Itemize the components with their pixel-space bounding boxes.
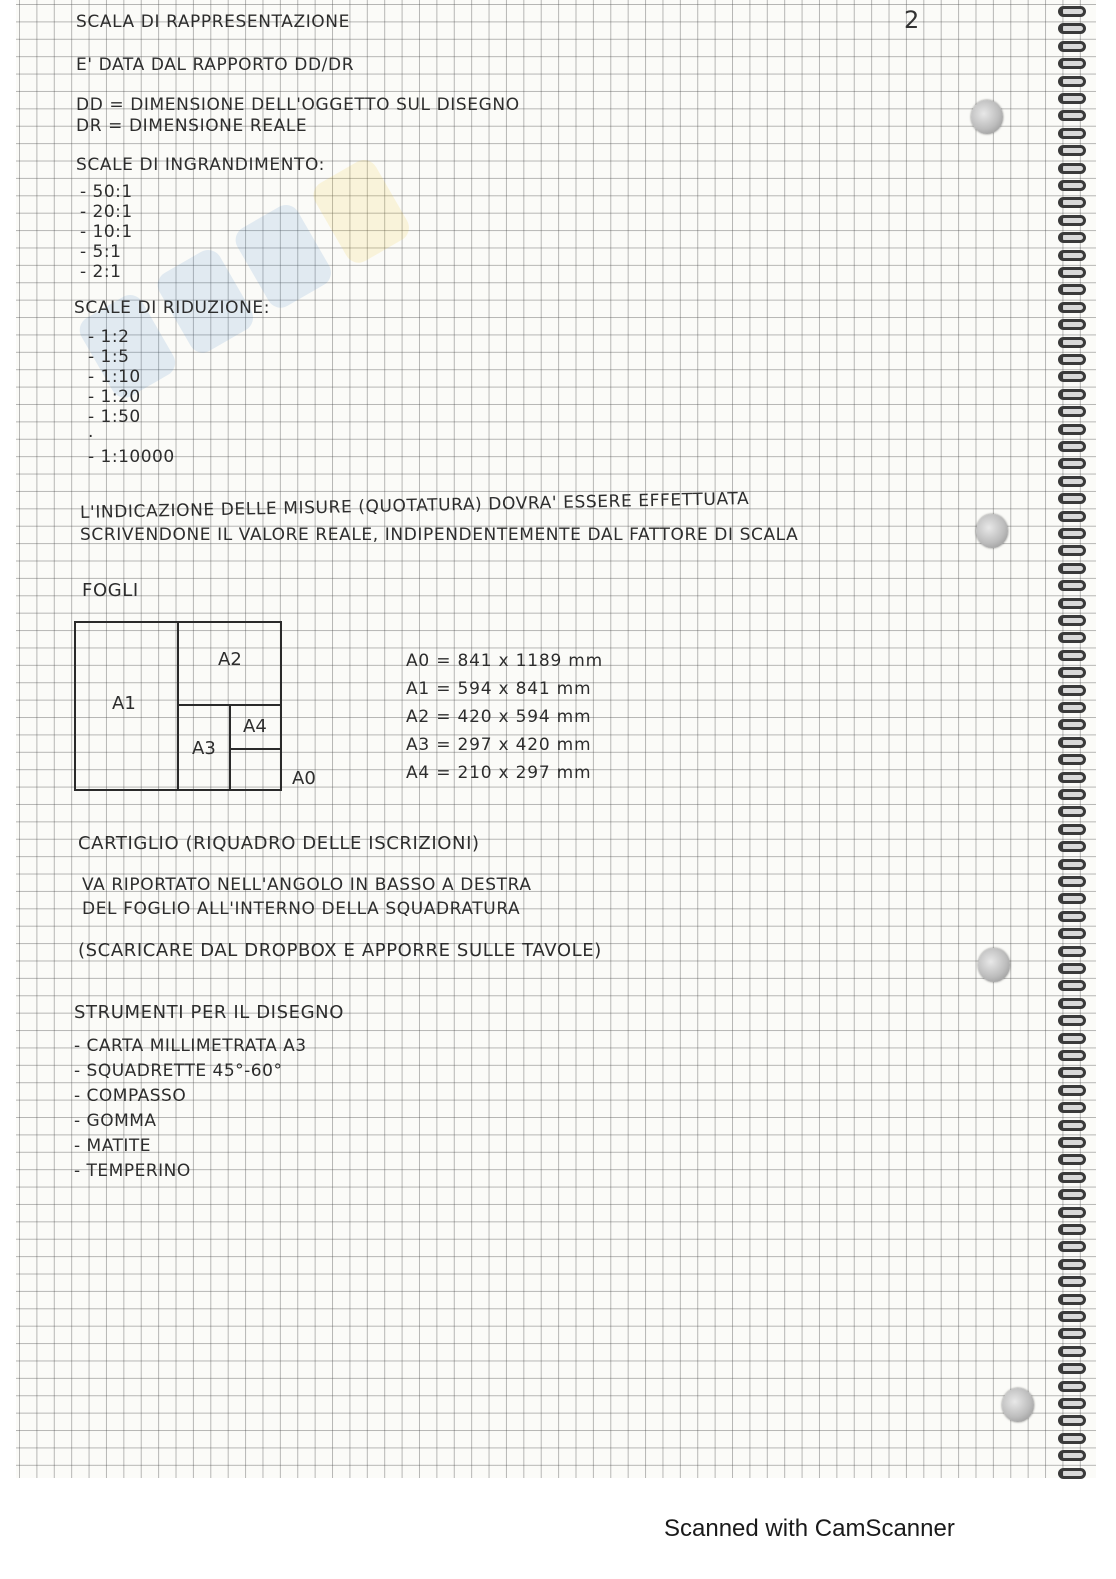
spiral-coil	[1058, 876, 1086, 887]
spiral-coil	[1058, 1085, 1086, 1096]
spiral-coil	[1058, 93, 1086, 104]
spiral-coil	[1058, 441, 1086, 452]
list-item: - CARTA MILLIMETRATA A3	[74, 1036, 307, 1056]
list-item: - MATITE	[74, 1136, 152, 1156]
dr-definition: DR = DIMENSIONE REALE	[76, 116, 308, 136]
spiral-coil	[1058, 58, 1086, 69]
sheet-divider-a4	[229, 748, 282, 750]
spiral-coil	[1058, 563, 1086, 574]
spiral-coil	[1058, 841, 1086, 852]
label-a1: A1	[112, 693, 136, 714]
label-a4: A4	[243, 716, 267, 737]
spiral-coil	[1058, 946, 1086, 957]
spiral-coil	[1058, 911, 1086, 922]
label-a0: A0	[292, 768, 316, 789]
spiral-coil	[1058, 319, 1086, 330]
spiral-coil	[1058, 424, 1086, 435]
spiral-coil	[1058, 685, 1086, 696]
list-item: - 1:50	[88, 407, 141, 427]
cartiglio-line-2: DEL FOGLIO ALL'INTERNO DELLA SQUADRATURA	[82, 899, 521, 919]
spiral-coil	[1058, 1415, 1086, 1426]
spiral-binding	[1052, 0, 1094, 1478]
spiral-coil	[1058, 859, 1086, 870]
spiral-coil	[1058, 145, 1086, 156]
spiral-coil	[1058, 232, 1086, 243]
page-number: 2	[904, 6, 920, 34]
spiral-coil	[1058, 667, 1086, 678]
spiral-coil	[1058, 1050, 1086, 1061]
spiral-coil	[1058, 1276, 1086, 1287]
spiral-coil	[1058, 1102, 1086, 1113]
spiral-coil	[1058, 545, 1086, 556]
spiral-coil	[1058, 163, 1086, 174]
label-a2: A2	[218, 649, 242, 670]
strumenti-list	[74, 1034, 307, 1184]
punch-hole	[1002, 1388, 1034, 1422]
spiral-coil	[1058, 1363, 1086, 1374]
spiral-coil	[1058, 267, 1086, 278]
list-item: - 1:5	[88, 347, 130, 367]
spiral-coil	[1058, 1468, 1086, 1479]
spiral-coil	[1058, 702, 1086, 713]
label-a3: A3	[192, 738, 216, 759]
spiral-coil	[1058, 1067, 1086, 1078]
spiral-coil	[1058, 1398, 1086, 1409]
spiral-coil	[1058, 110, 1086, 121]
list-item: A4 = 210 x 297 mm	[406, 763, 592, 783]
spiral-coil	[1058, 197, 1086, 208]
spiral-coil	[1058, 893, 1086, 904]
spiral-coil	[1058, 476, 1086, 487]
list-item: A0 = 841 x 1189 mm	[406, 651, 604, 671]
reduce-title: SCALE DI RIDUZIONE:	[74, 298, 271, 318]
list-item: - 1:10000	[88, 447, 175, 467]
enlarge-list	[80, 182, 133, 282]
spiral-coil	[1058, 76, 1086, 87]
list-item: - GOMMA	[74, 1111, 157, 1131]
spiral-coil	[1058, 632, 1086, 643]
list-item: - TEMPERINO	[74, 1161, 191, 1181]
list-item: - 2:1	[80, 262, 122, 282]
cartiglio-line-1: VA RIPORTATO NELL'ANGOLO IN BASSO A DESTRA	[82, 875, 532, 895]
spiral-coil	[1058, 1189, 1086, 1200]
spiral-coil	[1058, 1433, 1086, 1444]
spiral-coil	[1058, 23, 1086, 34]
spiral-coil	[1058, 354, 1086, 365]
list-item: - 1:2	[88, 327, 130, 347]
spiral-coil	[1058, 215, 1086, 226]
reduce-list	[88, 327, 175, 467]
spiral-coil	[1058, 928, 1086, 939]
list-item: - 1:20	[88, 387, 141, 407]
punch-hole	[971, 100, 1003, 134]
section-title-scala: SCALA DI RAPPRESENTAZIONE	[76, 12, 350, 32]
spiral-coil	[1058, 180, 1086, 191]
spiral-coil	[1058, 772, 1086, 783]
list-item: - 5:1	[80, 242, 122, 262]
spiral-coil	[1058, 1207, 1086, 1218]
list-item: - 20:1	[80, 202, 133, 222]
list-item: - 1:10	[88, 367, 141, 387]
spiral-coil	[1058, 998, 1086, 1009]
notebook-page	[16, 0, 1096, 1478]
spiral-coil	[1058, 737, 1086, 748]
list-item: A3 = 297 x 420 mm	[406, 735, 592, 755]
spiral-coil	[1058, 1172, 1086, 1183]
enlarge-title: SCALE DI INGRANDIMENTO:	[76, 155, 326, 175]
spiral-coil	[1058, 1224, 1086, 1235]
spiral-coil	[1058, 389, 1086, 400]
list-item: - SQUADRETTE 45°-60°	[74, 1061, 283, 1081]
spiral-coil	[1058, 493, 1086, 504]
spiral-coil	[1058, 806, 1086, 817]
list-item: - 50:1	[80, 182, 133, 202]
spiral-coil	[1058, 528, 1086, 539]
spiral-coil	[1058, 337, 1086, 348]
spiral-coil	[1058, 128, 1086, 139]
spiral-coil	[1058, 615, 1086, 626]
quotatura-line-1: L'INDICAZIONE DELLE MISURE (QUOTATURA) DOVRA' ESSERE EFFETTUATA	[79, 488, 750, 523]
strumenti-title: STRUMENTI PER IL DISEGNO	[74, 1002, 344, 1023]
spiral-coil	[1058, 1033, 1086, 1044]
spiral-coil	[1058, 302, 1086, 313]
spiral-coil	[1058, 1450, 1086, 1461]
spiral-coil	[1058, 406, 1086, 417]
spiral-coil	[1058, 754, 1086, 765]
spiral-coil	[1058, 1381, 1086, 1392]
spiral-coil	[1058, 511, 1086, 522]
spiral-coil	[1058, 580, 1086, 591]
spiral-coil	[1058, 963, 1086, 974]
spiral-coil	[1058, 1015, 1086, 1026]
list-item: - COMPASSO	[74, 1086, 187, 1106]
spiral-coil	[1058, 41, 1086, 52]
spiral-coil	[1058, 824, 1086, 835]
spiral-coil	[1058, 1346, 1086, 1357]
spiral-coil	[1058, 1259, 1086, 1270]
spiral-coil	[1058, 6, 1086, 17]
sheet-sizes-list	[406, 647, 603, 787]
spiral-coil	[1058, 1311, 1086, 1322]
spiral-coil	[1058, 598, 1086, 609]
spiral-coil	[1058, 1137, 1086, 1148]
spiral-coil	[1058, 1328, 1086, 1339]
scanner-footer: Scanned with CamScanner	[664, 1515, 955, 1542]
punch-hole	[978, 948, 1010, 982]
spiral-coil	[1058, 650, 1086, 661]
dd-definition: DD = DIMENSIONE DELL'OGGETTO SUL DISEGNO	[76, 95, 520, 115]
list-item: ·	[88, 427, 94, 447]
spiral-coil	[1058, 250, 1086, 261]
ratio-line: E' DATA DAL RAPPORTO DD/DR	[76, 55, 355, 75]
list-item: - 10:1	[80, 222, 133, 242]
spiral-coil	[1058, 284, 1086, 295]
list-item: A1 = 594 x 841 mm	[406, 679, 592, 699]
punch-hole	[976, 514, 1008, 548]
spiral-coil	[1058, 719, 1086, 730]
spiral-coil	[1058, 980, 1086, 991]
spiral-coil	[1058, 1294, 1086, 1305]
cartiglio-title: CARTIGLIO (RIQUADRO DELLE ISCRIZIONI)	[78, 833, 480, 854]
fogli-title: FOGLI	[82, 580, 139, 601]
spiral-coil	[1058, 789, 1086, 800]
quotatura-line-2: SCRIVENDONE IL VALORE REALE, INDIPENDENTEMENTE DAL FATTORE DI SCALA	[80, 525, 799, 545]
sheet-divider-a1	[177, 621, 179, 791]
spiral-coil	[1058, 1120, 1086, 1131]
spiral-coil	[1058, 1154, 1086, 1165]
spiral-coil	[1058, 458, 1086, 469]
spiral-coil	[1058, 1241, 1086, 1252]
cartiglio-line-3: (SCARICARE DAL DROPBOX E APPORRE SULLE TAVOLE)	[78, 940, 602, 961]
spiral-coil	[1058, 371, 1086, 382]
list-item: A2 = 420 x 594 mm	[406, 707, 592, 727]
